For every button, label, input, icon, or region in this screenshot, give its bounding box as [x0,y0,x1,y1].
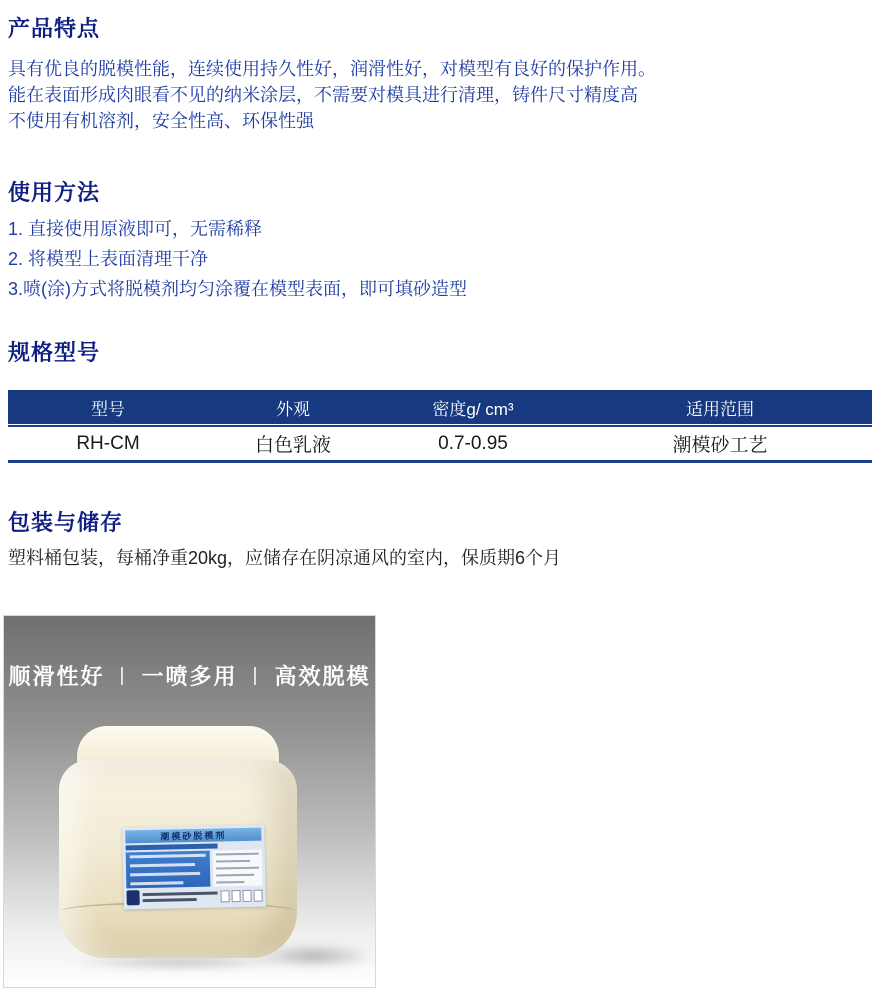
selling-point: 高效脱模 [274,664,371,689]
table-row [8,425,872,463]
brand-logo [126,890,139,905]
product-photo [3,615,376,988]
selling-point: 顺滑性好 [8,664,105,689]
usage-step: 1. 直接使用原液即可，无需稀释 [8,219,263,239]
features-paragraph [8,56,656,134]
separator-bar: | [252,664,260,686]
spec-table-header-row [8,390,872,424]
warning-pictograms [220,889,262,902]
spec-value-density: 0.7-0.95 [438,432,508,454]
spec-header-appearance: 外观 [276,399,310,419]
section-title-usage: 使用方法 [8,180,101,205]
spec-header-density: 密度g/ cm³ [432,399,514,419]
label-subtitle-bar [126,843,219,850]
features-line: 能在表面形成肉眼看不见的纳米涂层，不需要对模具进行清理，铸件尺寸精度高 [8,85,638,105]
plastic-pail [59,726,297,958]
warning-pictogram-icon [253,889,262,901]
spec-header-model: 型号 [91,399,125,419]
features-line: 不使用有机溶剂，安全性高、环保性强 [8,111,314,131]
section-title-packaging: 包装与储存 [8,510,124,535]
usage-steps [8,214,467,304]
pail-label [122,825,266,910]
spec-value-appearance: 白色乳液 [254,435,331,456]
packaging-text: 塑料桶包装，每桶净重20kg，应储存在阴凉通风的室内，保质期6个月 [8,548,562,568]
warning-pictogram-icon [242,889,251,901]
spec-value-model: RH-CM [76,432,140,454]
usage-step: 3.喷(涂)方式将脱模剂均匀涂覆在模型表面，即可填砂造型 [8,279,467,299]
label-title: 潮模砂脱模剂 [125,828,261,844]
label-notes-panel [213,850,262,887]
spec-value-application: 潮模砂工艺 [672,435,768,456]
section-title-specs: 规格型号 [8,340,101,365]
label-info-panels [126,850,263,889]
warning-pictogram-icon [231,890,240,902]
label-spec-panel [126,851,211,889]
selling-points [4,660,375,691]
warning-pictogram-icon [220,890,229,902]
usage-step: 2. 将模型上表面清理干净 [8,249,209,269]
label-company-lines [143,892,218,903]
spec-table [8,390,872,463]
features-line: 具有优良的脱模性能，连续使用持久性好，润滑性好，对模型有良好的保护作用。 [8,59,656,79]
separator-bar: | [119,664,127,686]
section-title-features: 产品特点 [8,16,101,41]
selling-point: 一喷多用 [141,664,238,689]
spec-header-application: 适用范围 [686,399,754,419]
label-footer [126,888,262,906]
